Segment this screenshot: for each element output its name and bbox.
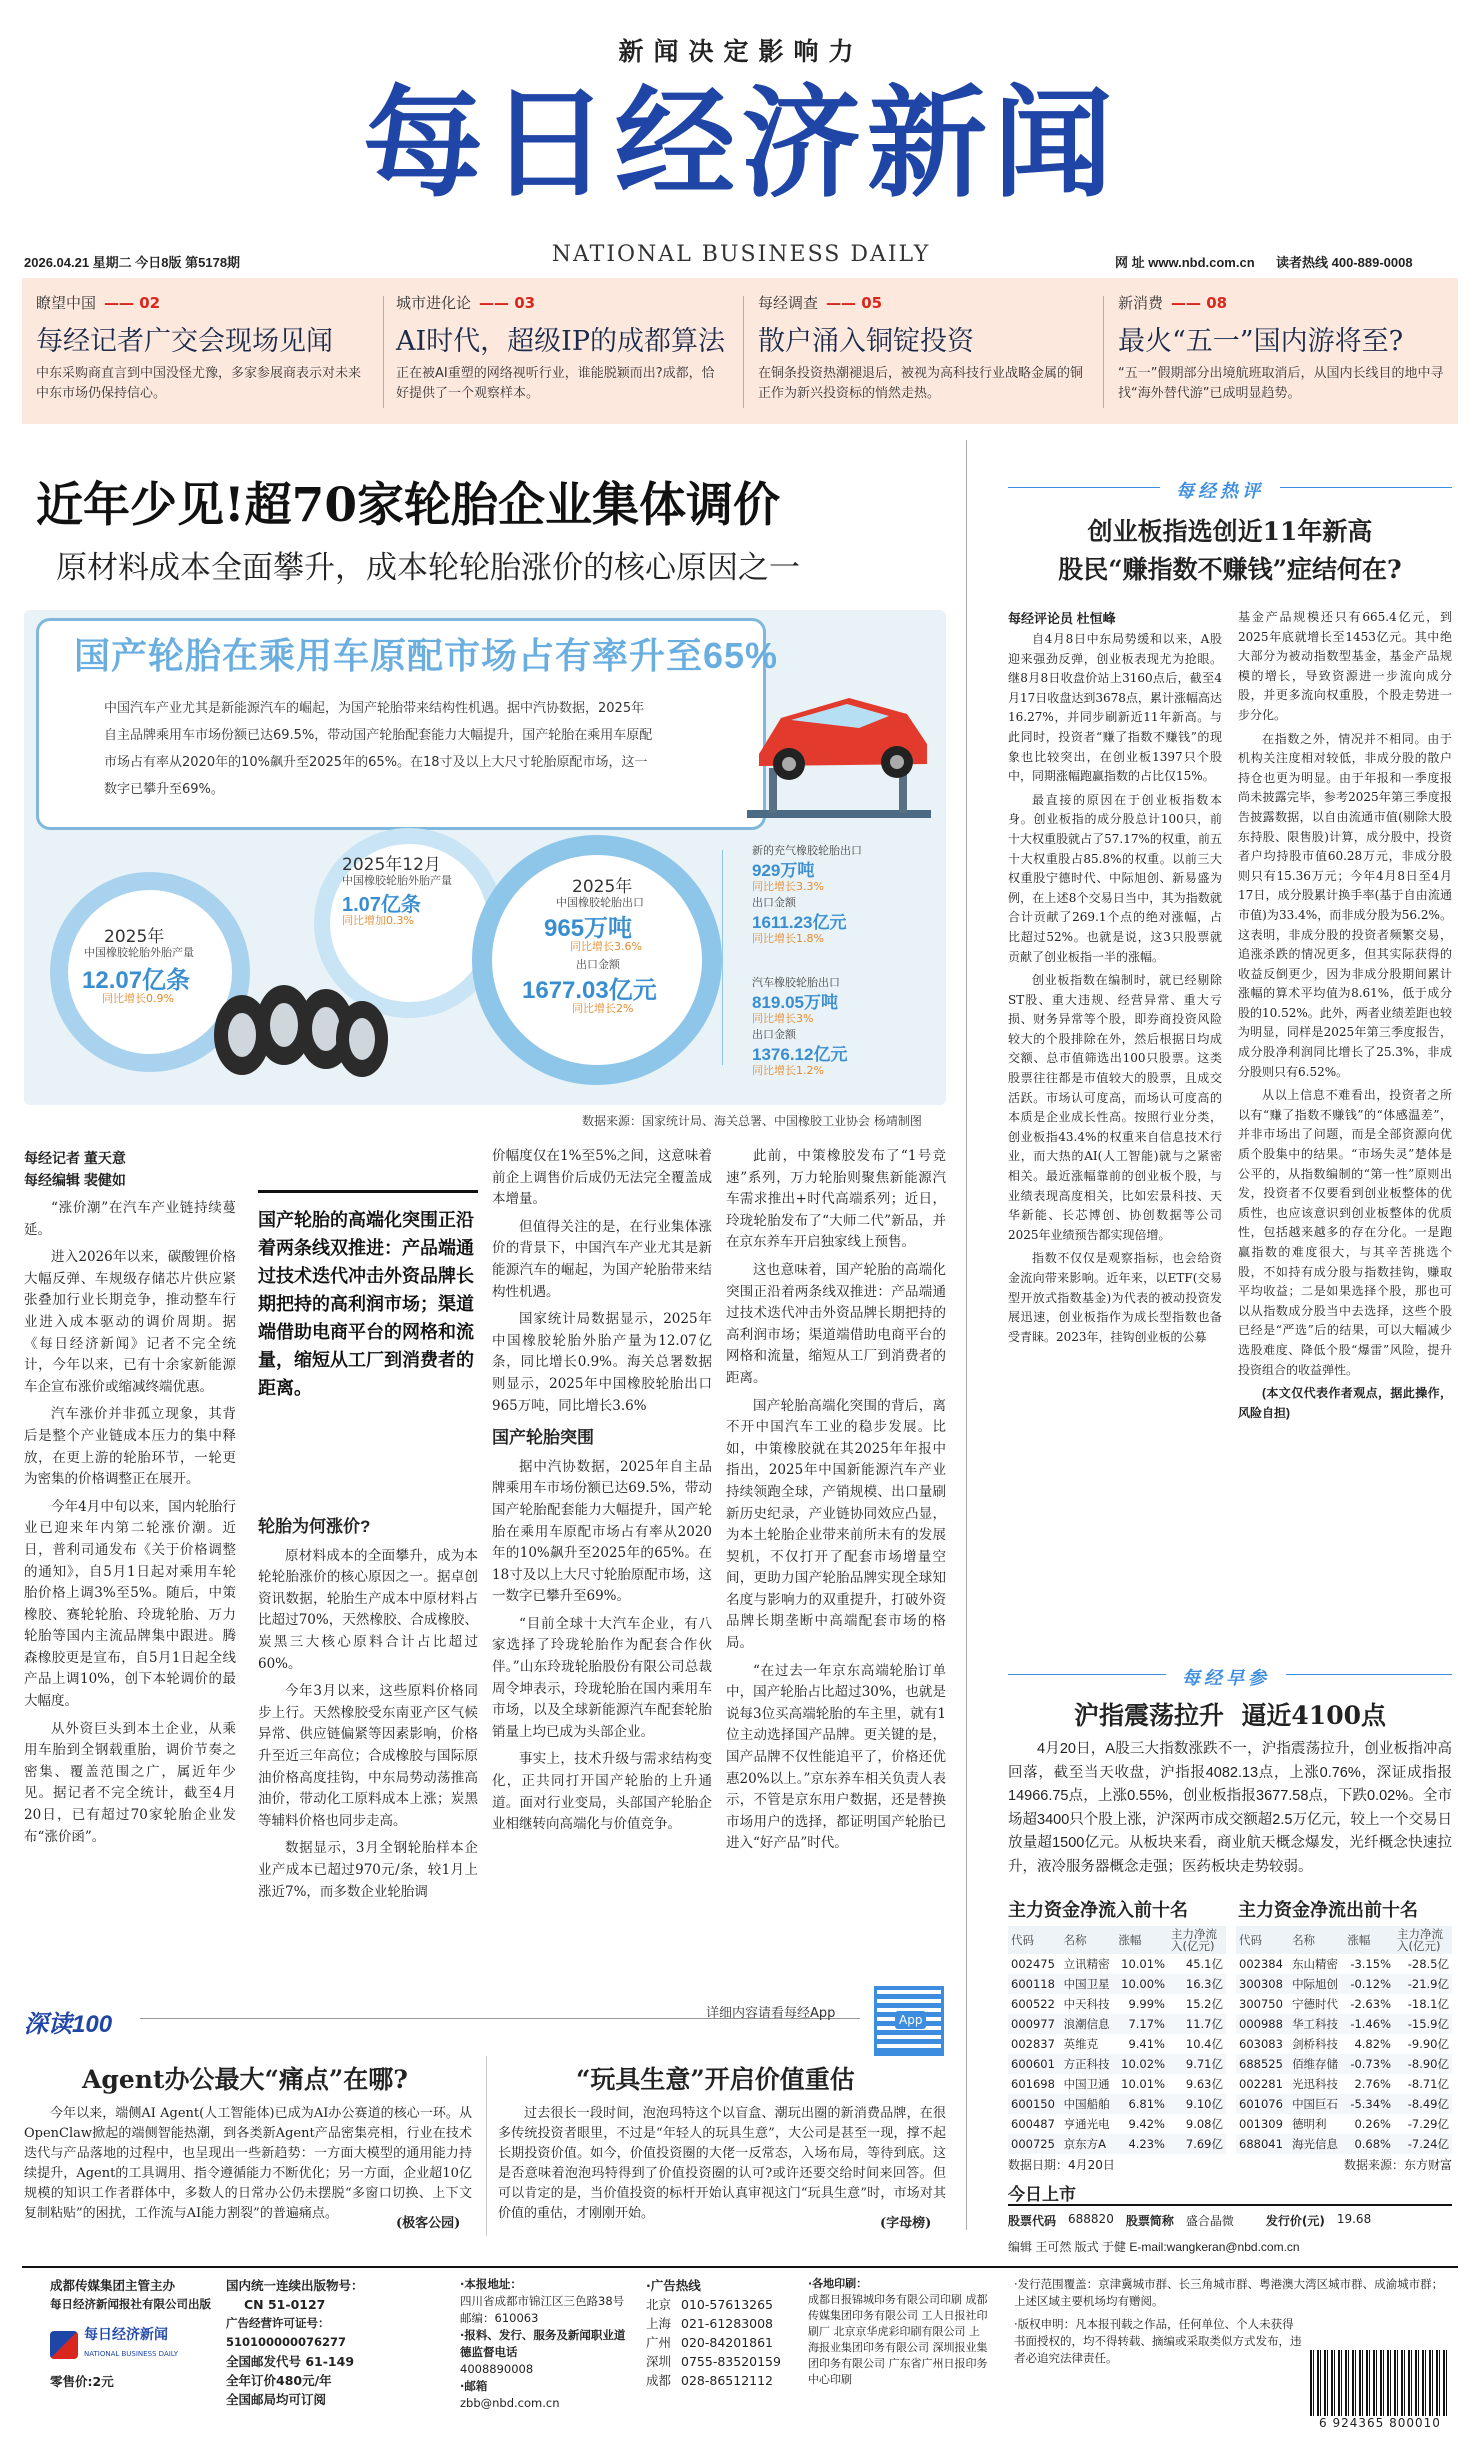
change-pct: 10.02%	[1121, 2057, 1165, 2071]
change-pct: 0.68%	[1354, 2137, 1391, 2151]
net-flow: 15.2亿	[1185, 1997, 1223, 2011]
toc-item[interactable]	[396, 292, 726, 414]
paragraph: 最直接的原因在于创业板指数本身。创业板指的成分股总计100只，前十大权重股就占了57.17%的权重，前五十大权重股占85.8%的权重。以前三大权重股宁德时代、中际旭创、新易盛为例，在上述8个交易日当中，其为指数就合计贡献了269.1个点的绝对涨幅，占比超过52%。也就是说，这3只股票就贡献了创业板指一半的涨幅。	[1008, 792, 1222, 964]
table-row	[1236, 1974, 1452, 1994]
pull-quote: 国产轮胎的高端化突围正沿着两条线双推进：产品端通过技术迭代冲击外资品牌长期把持的高利润市场；渠道端借助电商平台的网格和流量，缩短从工厂到消费者的距离。	[258, 1210, 474, 1398]
toc-divider	[743, 296, 744, 408]
paragraph: “涨价潮”在汽车产业链持续蔓延。	[24, 1200, 236, 1238]
net-flow: -8.49亿	[1407, 2097, 1449, 2111]
ad-city: 深圳	[646, 2354, 672, 2369]
deep-read-promo: 详细内容请看每经App	[706, 2006, 836, 2021]
toc-title: 最火“五一”国内游将至?	[1118, 326, 1404, 357]
stock-code: 688041	[1239, 2137, 1283, 2151]
ipo-row	[1008, 2212, 1452, 2229]
ipo-header: 盛合晶微	[1185, 2214, 1234, 2228]
comment-column	[1008, 630, 1222, 1642]
website: 网 址 www.nbd.com.cn	[1115, 255, 1255, 270]
dist-phone: 4008890008	[460, 2362, 534, 2376]
export-label: 2025年	[572, 877, 633, 897]
fund-out-table-wrap	[1236, 1926, 1452, 2173]
sponsor: 成都传媒集团主管主办	[50, 2278, 176, 2293]
footer-rule	[22, 2266, 1458, 2268]
stock-name: 京东方A	[1063, 2137, 1106, 2151]
fund-out-table	[1236, 1926, 1452, 2154]
ad-phone: 028-86512112	[681, 2373, 774, 2388]
ad-city-list	[646, 2295, 796, 2390]
ipo-code: 688820	[1068, 2212, 1114, 2226]
paragraph: (本文仅代表作者观点，据此操作，风险自担)	[1238, 1386, 1452, 1420]
col-header: 名称	[1063, 1933, 1087, 1947]
change-pct: 0.26%	[1354, 2117, 1391, 2131]
net-flow: -18.1亿	[1407, 1997, 1449, 2011]
stock-code: 300750	[1239, 1997, 1283, 2011]
stock-name: 宁德时代	[1292, 1997, 1339, 2011]
ad-city-row	[646, 2352, 796, 2371]
stock-name: 中国船舶	[1063, 2097, 1110, 2111]
export-amount: 1677.03亿元	[522, 977, 657, 1004]
tires-icon	[202, 965, 392, 1085]
table-row	[1236, 2134, 1452, 2154]
subscribe-note: 全国邮局均可订阅	[226, 2392, 327, 2407]
paragraph: 原材料成本的全面攀升，成为本轮轮胎涨价的核心原因之一。据卓创资讯数据，轮胎生产成本中原材料占比超过70%，天然橡胶、合成橡胶、炭黑三大核心原料合计占比超过60%。	[258, 1547, 478, 1672]
stock-code: 000725	[1011, 2137, 1055, 2151]
stock-name: 剑桥科技	[1292, 2037, 1339, 2051]
footer-publisher	[50, 2276, 220, 2391]
car-lift-illustration	[739, 658, 939, 828]
table-row	[1008, 2034, 1226, 2054]
stock-name: 光迅科技	[1292, 2077, 1339, 2091]
comment-column	[1238, 608, 1452, 1642]
change-pct: 9.41%	[1128, 2037, 1165, 2051]
toc-desc: 中东采购商直言到中国没怪尤豫，多家参展商表示对未来中东市场仍保持信心。	[36, 366, 362, 401]
change-pct: 7.17%	[1128, 2017, 1165, 2031]
annual-label: 2025年	[104, 927, 165, 947]
stock-name: 中际旭创	[1292, 1977, 1339, 1991]
article-column	[492, 1146, 712, 1934]
col-header: 主力净流入(亿元)	[1397, 1927, 1443, 1953]
print-title: ·各地印刷：	[808, 2277, 868, 2290]
paragraph: 价幅度仅在1%至5%之间，这意味着前企上调售价后成仍无法完全覆盖成本增量。	[492, 1148, 712, 1208]
change-pct: 4.23%	[1128, 2137, 1165, 2151]
change-pct: -5.34%	[1350, 2097, 1391, 2111]
col-header: 主力净流入(亿元)	[1171, 1927, 1217, 1953]
stock-code: 601076	[1239, 2097, 1283, 2111]
annual-sub: 中国橡胶轮胎外胎产量	[84, 946, 194, 959]
cn-number: CN 51-0127	[244, 2297, 326, 2312]
address: 四川省成都市锦江区三色路38号	[460, 2294, 625, 2308]
net-flow: -15.9亿	[1407, 2017, 1449, 2031]
net-flow: 45.1亿	[1185, 1957, 1223, 1971]
paragraph: 从以上信息不难看出，投资者之所以有“赚了指数不赚钱”的“体感温差”，并非市场出了问题，而是全部资源向优质个股集中的结果。“市场失灵”楚体是公平的，从指数编制的“第一性”原则出发，投资者不仅要看到创业板整体的优质性，也应该意识到创业板整体的优质性，包括越来越多的存在分化。一是跑赢指数的难度很大，与其辛苦挑选个股，不如持有成分股与指数挂钩，赚取平均收益；二是如果选择个股，那也可以从指数成分股当中去选择，这些个股已经是“严选”后的结果，可以大幅减少选股难度、降低个股“爆雷”风险，提升投资组合的收益弹性。	[1238, 1088, 1452, 1377]
annual-value: 12.07亿条	[82, 967, 191, 994]
net-flow: -8.71亿	[1407, 2077, 1449, 2091]
stock-code: 688525	[1239, 2057, 1283, 2071]
stock-name: 中国卫星	[1063, 1977, 1110, 1991]
mail-title: ·邮箱	[460, 2379, 488, 2393]
table-row	[1236, 2014, 1452, 2034]
paragraph: 但值得关注的是，在行业集体涨价的背景下，中国汽车产业尤其是新能源汽车的崛起，为国产轮胎带来结构性机遇。	[492, 1218, 712, 1300]
new-tire-amount-yoy: 同比增长1.8%	[752, 932, 824, 945]
ad-title: ·广告热线	[646, 2278, 701, 2293]
toc-item[interactable]	[1118, 292, 1448, 414]
ad-phone: 010-57613265	[681, 2297, 774, 2312]
date-note: 数据日期：4月20日	[1008, 2158, 1115, 2172]
net-flow: 9.08亿	[1185, 2117, 1223, 2131]
net-flow: 16.3亿	[1185, 1977, 1223, 1991]
mail: zbb@nbd.com.cn	[460, 2396, 560, 2410]
deep-divider	[486, 2056, 487, 2236]
byline-reporter: 每经记者 董天意	[24, 1150, 126, 1166]
stock-name: 立讯精密	[1063, 1957, 1110, 1971]
paragraph: 今年4月中旬以来，国内轮胎行业已迎来年内第二轮涨价潮。近日，普利司通发布《关于价格调整的通知》，自5月1日起对乘用车轮胎价格上调3%至5%。随后，中策橡胶、赛轮轮胎、玲珑轮胎、万力轮胎等国内主流品牌集中跟进。腾森橡胶更是宣布，自5月1日起全线产品上调10%，创下本轮调价的最大幅度。	[24, 1498, 236, 1710]
subhead: 国产轮胎突围	[492, 1428, 594, 1448]
footer-address	[460, 2276, 636, 2412]
deep-article-title: Agent办公最大“痛点”在哪?	[82, 2065, 408, 2094]
col-header: 代码	[1011, 1933, 1034, 1947]
masthead-english: NATIONAL BUSINESS DAILY	[551, 242, 931, 267]
paragraph: 汽车涨价并非孤立现象，其背后是整个产业链成本压力的集中释放，在更上游的轮胎环节，一轮更为密集的价格调整正在展开。	[24, 1406, 236, 1488]
net-flow: 7.69亿	[1185, 2137, 1223, 2151]
masthead-slogan: 新闻决定影响力	[618, 37, 864, 66]
change-pct: 4.82%	[1354, 2037, 1391, 2051]
stock-code: 300308	[1239, 1977, 1283, 1991]
ipo-header: 股票简称	[1125, 2214, 1174, 2228]
ad-city-row	[646, 2333, 796, 2352]
car-tire-export-label: 汽车橡胶轮胎出口	[752, 976, 840, 989]
stock-code: 002384	[1239, 1957, 1283, 1971]
fund-in-table-wrap	[1008, 1926, 1226, 2173]
barcode	[1310, 2350, 1450, 2416]
page-editor: 编辑 王可然 版式 于健 E-mail:wangkeran@nbd.com.cn	[1008, 2240, 1300, 2254]
ad-city-row	[646, 2314, 796, 2333]
paragraph: 事实上，技术升级与需求结构变化，正共同打开国产轮胎的上升通道。面对行业变局，头部国产轮胎企业相继转向高端化与价值竞争。	[492, 1751, 712, 1833]
car-tire-export-amount: 1376.12亿元	[752, 1045, 848, 1064]
comment-author: 每经评论员 杜恒峰	[1008, 611, 1116, 626]
change-pct: -3.15%	[1350, 1957, 1391, 1971]
issn-label: 国内统一连续出版物号：	[226, 2278, 364, 2293]
net-flow: -7.24亿	[1407, 2137, 1449, 2151]
deep-article-title: “玩具生意”开启价值重估	[576, 2065, 855, 2094]
qr-label: App	[895, 2011, 926, 2029]
paragraph: 基金产品规模还只有665.4亿元，到2025年底就增长至1453亿元。其中绝大部分为被动指数型基金，基金产品规模的增长，导致资源进一步流向成分股，并更多流向权重股，个股走势进一步分化。	[1238, 610, 1452, 722]
article-column	[726, 1146, 946, 1934]
footer-logo	[50, 2326, 220, 2364]
stock-code: 002837	[1011, 2037, 1055, 2051]
table-row	[1008, 2114, 1226, 2134]
stock-name: 中国卫通	[1063, 2077, 1110, 2091]
net-flow: -7.29亿	[1407, 2117, 1449, 2131]
net-flow: -9.90亿	[1407, 2037, 1449, 2051]
car-tire-amount-yoy: 同比增长1.2%	[752, 1064, 824, 1077]
car-tire-export-yoy: 同比增长3%	[752, 1012, 814, 1025]
paragraph: 此前，中策橡胶发布了“1号竞速”系列，万力轮胎则聚焦新能源汽车需求推出+时代高端系列；近日，玲珑轮胎发布了“大师二代”新品，并在京东养车开启独家线上预售。	[726, 1148, 946, 1251]
col-header: 涨幅	[1347, 1933, 1371, 1947]
ad-phone: 021-61283008	[681, 2316, 774, 2331]
net-flow: 11.7亿	[1185, 2017, 1223, 2031]
deep-article-body: 今年以来，端侧AI Agent(人工智能体)已成为AI办公赛道的核心一环。从OpenClaw掀起的端侧智能热潮，到各类新Agent产品密集亮相，行业在技术迭代与产品落地的过程中，也呈现出一些新趋势：一方面大模型的通用能力持续提升，Agent的工具调用、指令遵循能力不断优化；另一方面，企业超10亿规模的知识工作者群体中，多数人的日常办公仍未摆脱“多窗口切换、上下文复制粘贴”的困扰，工作流与AI能力割裂”的普遍痛点。	[24, 2106, 472, 2221]
address-title: ·本报地址：	[460, 2277, 522, 2291]
paragraph: 从外资巨头到本土企业，从乘用车胎到全钢载重胎，调价节奏之密集、覆盖范围之广，属近年少见。据记者不完全统计，截至4月20日，已有超过70家轮胎企业发布“涨价函”。	[24, 1720, 236, 1845]
dist-title: ·报料、发行、服务及新闻职业道德监督电话	[460, 2328, 626, 2359]
fund-in-table	[1008, 1926, 1226, 2154]
table-row	[1236, 2114, 1452, 2134]
print-list: 成都日报锦城印务有限公司印刷 成都传媒集团印务有限公司 工人日报社印刷厂 北京京华虎彩印刷有限公司 上海报业集团印务有限公司 深圳报业集团印务有限公司 广东省广州日报印务中心印刷	[808, 2293, 988, 2386]
stock-code: 001309	[1239, 2117, 1283, 2131]
deep-article-author: (极客公园)	[396, 2216, 461, 2231]
ad-license: 广告经营许可证号：510100000076277	[226, 2316, 347, 2349]
logo-cn: 每日经济新闻	[84, 2327, 168, 2343]
stock-code: 002475	[1011, 1957, 1055, 1971]
stock-name: 浪潮信息	[1063, 2017, 1110, 2031]
dec-value: 1.07亿条	[342, 894, 421, 916]
lead-headline: 近年少见!超70家轮胎企业集体调价	[36, 478, 781, 533]
table-row	[1008, 2054, 1226, 2074]
annual-price: 全年订价480元/年	[226, 2373, 332, 2388]
toc-desc: “五一”假期部分出境航班取消后，从国内长线目的地中寻找“海外替代游”已成明显趋势。	[1118, 366, 1444, 401]
col-header: 涨幅	[1118, 1933, 1142, 1947]
car-tire-amount-label: 出口金额	[752, 1028, 796, 1041]
ad-city: 北京	[646, 2297, 672, 2312]
article-column	[24, 1198, 236, 1933]
ipo-title: 今日上市	[1008, 2185, 1076, 2204]
footer-ad-hotline	[646, 2276, 796, 2390]
stock-name: 华工科技	[1292, 2017, 1339, 2031]
retail-price: 零售价:2元	[50, 2374, 114, 2389]
right-column-rule	[966, 440, 967, 2230]
table-row	[1008, 2014, 1226, 2034]
car-tire-export-volume: 819.05万吨	[752, 993, 838, 1012]
zip-code: 邮编：610063	[460, 2311, 539, 2325]
stock-code: 603083	[1239, 2037, 1283, 2051]
export-amount-label: 出口金额	[576, 958, 620, 971]
stock-code: 000977	[1011, 2017, 1055, 2031]
stock-name: 佰维存储	[1292, 2057, 1339, 2071]
table-row	[1236, 2074, 1452, 2094]
paragraph: “目前全球十大汽车企业，有八家选择了玲珑轮胎作为配套合作伙伴。”山东玲珑轮胎股份有限公司总裁周令坤表示，玲珑轮胎在国内乘用车市场，以及全球新能源汽车配套轮胎销量上均已成为头部企业。	[492, 1615, 712, 1740]
stock-name: 方正科技	[1063, 2057, 1110, 2071]
ad-city: 成都	[646, 2373, 672, 2388]
change-pct: 2.76%	[1354, 2077, 1391, 2091]
hotline: 读者热线 400-889-0008	[1276, 255, 1413, 270]
col-header: 名称	[1292, 1933, 1316, 1947]
net-flow: 9.10亿	[1185, 2097, 1223, 2111]
export-volume-yoy: 同比增长3.6%	[570, 940, 642, 953]
toc-title: 散户涌入铜锭投资	[758, 326, 974, 357]
toc-title: AI时代，超级IP的成都算法	[396, 326, 725, 357]
toc-category: 瞭望中国 —— 02	[36, 294, 161, 312]
deep-article-author: (字母榜)	[880, 2216, 932, 2231]
net-flow: 9.63亿	[1185, 2077, 1223, 2091]
car-icon	[739, 658, 939, 828]
fund-out-title: 主力资金净流出前十名	[1238, 1900, 1418, 1921]
distribution-scope: ·发行范围覆盖：京津冀城市群、长三角城市群、粤港澳大湾区城市群、成渝城市群；上述区域主要机场均有赠阅。	[1014, 2277, 1444, 2308]
new-tire-export-label: 新的充气橡胶轮胎出口	[752, 844, 862, 857]
net-flow: -8.90亿	[1407, 2057, 1449, 2071]
lead-subhead: 原材料成本全面攀升，成本轮轮胎涨价的核心原因之一	[56, 550, 800, 586]
paragraph: 指数不仅仅是观察指标，也会给资金流向带来影响。近年来，以ETF(交易型开放式指数基金)为代表的被动投资发展迅速，创业板指作为成长型指数也备受青睐。2023年，挂钩创业板的公募	[1008, 1251, 1222, 1344]
stock-code: 000988	[1239, 2017, 1283, 2031]
change-pct: 10.01%	[1121, 1957, 1165, 1971]
change-pct: -2.63%	[1350, 1997, 1391, 2011]
paragraph: 数据显示，3月全钢轮胎样本企业产成本已超过970元/条，较1月上涨近7%，而多数企业轮胎调	[258, 1840, 478, 1900]
comment-title: 创业板指选创近11年新高	[1087, 517, 1373, 546]
paragraph: 国产轮胎高端化突围的背后，离不开中国汽车工业的稳步发展。比如，中策橡胶就在其2025年年报中指出，2025年中国新能源汽车产业持续领跑全球，产销规模、出口量刷新历史纪录，产业链协同效应凸显，为本土轮胎企业带来前所未有的发展契机，不仅打开了配套市场增量空间，更助力国产轮胎品牌实现全球知名度与影响力的双重提升，打破外资品牌长期垄断中高端配套市场的格局。	[726, 1397, 946, 1652]
footer-registration	[226, 2276, 426, 2409]
new-tire-export-amount: 1611.23亿元	[752, 913, 847, 932]
net-flow: -28.5亿	[1407, 1957, 1449, 1971]
paragraph: 在指数之外，情况并不相同。由于机构关注度相对较低，非成分股的散户持仓也更为明显。由于年报和一季度报尚未披露完毕，参考2025年第三季度报告披露数据，以自由流通市值(剔除大股东持股、限售股)计算，成分股中，投资者户均持股市值60.28万元，非成分股则只有15.36万元；今年4月8日至4月17日，成分股累计换手率(基于自由流通市值)为33.4%，而非成分股为56.2%。这表明，非成分股的投资者频繁交易，追涨杀跌的情况更多，但其实际获得的收益反倒更少，因为非成分股期间累计涨幅的算术平均值为8.61%，低于成分股的10.52%。此外，两者业绩差距也较为明显，同样是2025年第三季度报告，成分股净利润同比增长了25.3%，非成分股则只有6.52%。	[1238, 731, 1452, 1079]
table-row	[1236, 2054, 1452, 2074]
barcode-number: 6 924365 800010	[1300, 2416, 1460, 2430]
masthead-title: 每日经济新闻	[363, 77, 1119, 211]
toc-desc: 正在被AI重塑的网络视听行业，谁能脱颖而出?成都，恰好提供了一个观察样本。	[396, 366, 715, 401]
ipo-header: 发行价(元)	[1265, 2214, 1325, 2228]
infographic-source: 数据来源：国家统计局、海关总署、中国橡胶工业协会 杨靖制图	[582, 1114, 922, 1128]
paragraph: 这也意味着，国产轮胎的高端化突围正沿着两条线双推进：产品端通过技术迭代冲击外资品牌长期把持的高利润市场；渠道端借助电商平台的网格和流量，缩短从工厂到消费者的距离。	[726, 1261, 946, 1386]
ad-phone: 0755-83520159	[681, 2354, 781, 2369]
change-pct: -0.73%	[1350, 2057, 1391, 2071]
deep-article-body: 过去很长一段时间，泡泡玛特这个以盲盒、潮玩出圈的新消费品牌，在很多传统投资者眼里，不过是“年轻人的玩具生意”，大公司是甚至一现，撑不起长期投资价值。如今，价值投资圈的大佬一反常态，入场布局，等待到底。这是否意味着泡泡玛特得到了价值投资圈的认可?或许还要交给时间来回答。但可以肯定的是，当价值投资的标杆开始认真审视这门“玩具生意”时，市场对其价值的重估，才刚刚开始。	[498, 2106, 946, 2221]
stock-name: 德明利	[1292, 2117, 1327, 2131]
table-row	[1008, 2134, 1226, 2154]
article-column	[258, 1506, 478, 1934]
byline-editor: 每经编辑 裴健如	[24, 1172, 126, 1188]
new-tire-export-yoy: 同比增长3.3%	[752, 880, 824, 893]
dec-yoy: 同比增加0.3%	[342, 914, 414, 927]
toc-item[interactable]	[36, 292, 366, 414]
toc-divider	[1103, 296, 1104, 408]
ad-city: 上海	[646, 2316, 672, 2331]
comment-title: 股民“赚指数不赚钱”症结何在?	[1058, 555, 1402, 584]
stock-code: 600522	[1011, 1997, 1055, 2011]
export-sub: 中国橡胶轮胎出口	[556, 896, 644, 909]
ipo-rule	[1008, 2204, 1452, 2206]
table-row	[1008, 1954, 1226, 1974]
annual-yoy: 同比增长0.9%	[102, 992, 174, 1005]
issue-info: 2026.04.21 星期二 今日8版 第5178期	[24, 255, 241, 270]
ad-city: 广州	[646, 2335, 672, 2350]
stock-code: 002281	[1239, 2077, 1283, 2091]
toc-desc: 在铜条投资热潮褪退后，被视为高科技行业战略金属的铜正作为新兴投资标的悄然走热。	[758, 366, 1084, 401]
change-pct: 9.99%	[1128, 1997, 1165, 2011]
stock-name: 中天科技	[1063, 1997, 1110, 2011]
copyright-notice: ·版权申明：凡本报刊载之作品，任何单位、个人未获得书面授权的，均不得转载、摘编或采取类似方式发布，违者必追究法律责任。	[1014, 2317, 1302, 2365]
toc-category: 城市进化论 —— 03	[396, 294, 536, 312]
paragraph: “在过去一年京东高端轮胎订单中，国产轮胎占比超过30%，也就是说每3位买高端轮胎的车主里，就有1位主动选择国产品牌。更关键的是，国产品牌不仅性能追平了，价格还优惠20%以上。”京东养车相关负责人表示，不管是京东用户数据，还是替换市场用户的选择，都证明国产轮胎已进入“好产品”时代。	[726, 1662, 946, 1852]
toc-title: 每经记者广交会现场见闻	[36, 326, 333, 357]
table-row	[1236, 1994, 1452, 2014]
stock-code: 600601	[1011, 2057, 1055, 2071]
change-pct: 6.81%	[1128, 2097, 1165, 2111]
net-flow: 10.4亿	[1185, 2037, 1223, 2051]
infographic-body: 中国汽车产业尤其是新能源汽车的崛起，为国产轮胎带来结构性机遇。据中汽协数据，2025年自主品牌乘用车市场份额已达69.5%，带动国产轮胎配套能力大幅提升，国产轮胎在乘用车原配市场占有率从2020年的10%飙升至2025年的65%。在18寸及以上大尺寸轮胎原配市场，这一数字已攀升至69%。	[104, 701, 653, 797]
ipo-price: 19.68	[1336, 2212, 1372, 2226]
stock-code: 600487	[1011, 2117, 1055, 2131]
paragraph: 今年3月以来，这些原料价格同步上行。天然橡胶受东南亚产区气候异常、供应链偏紧等因素影响，价格升至近三年高位；合成橡胶与国际原油价格高度挂钩，中东局势动荡推高油价，带动化工原料成本上涨；炭黑等辅料价格也同步走高。	[258, 1683, 478, 1829]
paragraph: 进入2026年以来，碳酸锂价格大幅反弹、车规级存储芯片供应紧张叠加行业长期竞争，推动整车行业进入成本驱动的调价周期。据《每日经济新闻》记者不完全统计，今年以来，已有十余家新能源车企宣布涨价或缩减终端优惠。	[24, 1249, 236, 1395]
toc-divider	[383, 296, 384, 408]
stock-code: 600118	[1011, 1977, 1055, 1991]
table-row	[1236, 2094, 1452, 2114]
export-amount-yoy: 同比增长2%	[572, 1002, 634, 1015]
table-row	[1008, 1974, 1226, 1994]
subhead: 轮胎为何涨价?	[258, 1517, 371, 1536]
toc-item[interactable]	[758, 292, 1088, 414]
change-pct: -1.46%	[1350, 2017, 1391, 2031]
paragraph: 国家统计局数据显示，2025年中国橡胶轮胎外胎产量为12.07亿条，同比增长0.9%。海关总署数据则显示，2025年中国橡胶轮胎出口965万吨，同比增长3.6%	[492, 1311, 712, 1414]
ad-city-row	[646, 2295, 796, 2314]
ad-city-row	[646, 2371, 796, 2390]
source-note: 数据来源：东方财富	[1343, 2158, 1452, 2172]
toc-category: 新消费 —— 08	[1118, 294, 1228, 312]
new-tire-amount-label: 出口金额	[752, 896, 796, 909]
comment-section: 每经热评	[1160, 474, 1280, 506]
export-volume: 965万吨	[544, 915, 633, 942]
new-tire-export-volume: 929万吨	[752, 861, 815, 880]
ad-phone: 020-84201861	[681, 2335, 774, 2350]
footer-printing	[808, 2276, 990, 2388]
stock-code: 600150	[1011, 2097, 1055, 2111]
stat-connector	[722, 850, 723, 1065]
stock-name: 亨通光电	[1063, 2117, 1110, 2131]
net-flow: -21.9亿	[1407, 1977, 1449, 1991]
ipo-header: 股票代码	[1008, 2214, 1057, 2228]
change-pct: 10.00%	[1121, 1977, 1165, 1991]
paragraph: 自4月8日中东局势缓和以来，A股迎来强劲反弹，创业板表现尤为抢眼。继8月8日收盘价站上3160点后，截至4月17日收盘达到3678点，累计涨幅高达16.27%，并同步刷新近11年新高。与此同时，投资者“赚了指数不赚钱”的现象也比较突出，在创业板1397只个股中，同期涨幅跑赢指数的占比仅15%。	[1008, 632, 1222, 784]
qr-code-icon[interactable]	[874, 1986, 944, 2056]
table-row	[1008, 2094, 1226, 2114]
paragraph: 据中汽协数据，2025年自主品牌乘用车市场份额已达69.5%，带动国产轮胎配套能力大幅提升，国产轮胎在乘用车原配市场占有率从2020年的10%飙升至2025年的65%。在18寸及以上大尺寸轮胎原配市场，这一数字已攀升至69%。	[492, 1458, 712, 1605]
change-pct: 9.42%	[1128, 2117, 1165, 2131]
morning-body: 4月20日，A股三大指数涨跌不一，沪指震荡拉升，创业板指冲高回落，截至当天收盘，沪指报4082.13点，上涨0.76%，深证成指报14966.75点，上涨0.55%，创业板指报3677.58点，下跌0.02%。全市场超3400只个股上涨，沪深两市成交额超2.5万亿元，较上一个交易日放量超1500亿元。从板块来看，商业航天概念爆发，光纤概念快速拉升，液冷服务器概念走强；医药板块走势较弱。	[1008, 1741, 1452, 1875]
morning-title: 沪指震荡拉升 逼近4100点	[1074, 1701, 1386, 1730]
pull-quote-rule	[258, 1190, 478, 1193]
stock-name: 英维克	[1063, 2037, 1099, 2051]
toc-category: 每经调查 —— 05	[758, 294, 883, 312]
post-code: 全国邮发代号 61-149	[226, 2354, 355, 2369]
table-row	[1236, 2034, 1452, 2054]
deep-read-section: 深读100	[24, 2011, 113, 2038]
dec-label: 2025年12月	[342, 855, 441, 875]
publisher: 每日经济新闻报社有限公司出版	[50, 2297, 211, 2311]
col-header: 代码	[1239, 1933, 1262, 1947]
net-flow: 9.71亿	[1185, 2057, 1223, 2071]
stock-name: 中国巨石	[1292, 2097, 1339, 2111]
stock-name: 东山精密	[1292, 1957, 1339, 1971]
table-row	[1008, 2074, 1226, 2094]
stock-name: 海光信息	[1292, 2137, 1339, 2151]
table-row	[1008, 1994, 1226, 2014]
logo-mark-icon	[50, 2331, 78, 2359]
fund-in-title: 主力资金净流入前十名	[1008, 1900, 1188, 1921]
paragraph: 创业板指数在编制时，就已经剔除ST股、重大违规、经营异常、重大亏损、财务异常等个股，即券商投资风险较大的个股排除在外，然后根据日均成交额、总市值筛选出100只股票。这类股票往往都是市值较大的股票，且成交活跃。市场认可度高，而场认可度高的本质是企业成长性高。按照行业分类，创业板指43.4%的权重来自信息技术行业，而大热的AI(人工智能)就与之紧密相关。最近涨幅靠前的创业板个股，与业绩表现高度相关，比如宏景科技、天华新能、长芯博创、协创数据等公司2025年业绩预告都实现倍增。	[1008, 973, 1222, 1242]
dec-sub: 中国橡胶轮胎外胎产量	[342, 874, 452, 887]
change-pct: 10.01%	[1121, 2077, 1165, 2091]
stock-code: 601698	[1011, 2077, 1055, 2091]
morning-section: 每经早参	[1166, 1661, 1286, 1693]
logo-en: NATIONAL BUSINESS DAILY	[84, 2350, 179, 2358]
infographic-title: 国产轮胎在乘用车原配市场占有率升至65%	[74, 635, 779, 676]
table-row	[1236, 1954, 1452, 1974]
infographic	[24, 610, 946, 1105]
change-pct: -0.12%	[1350, 1977, 1391, 1991]
